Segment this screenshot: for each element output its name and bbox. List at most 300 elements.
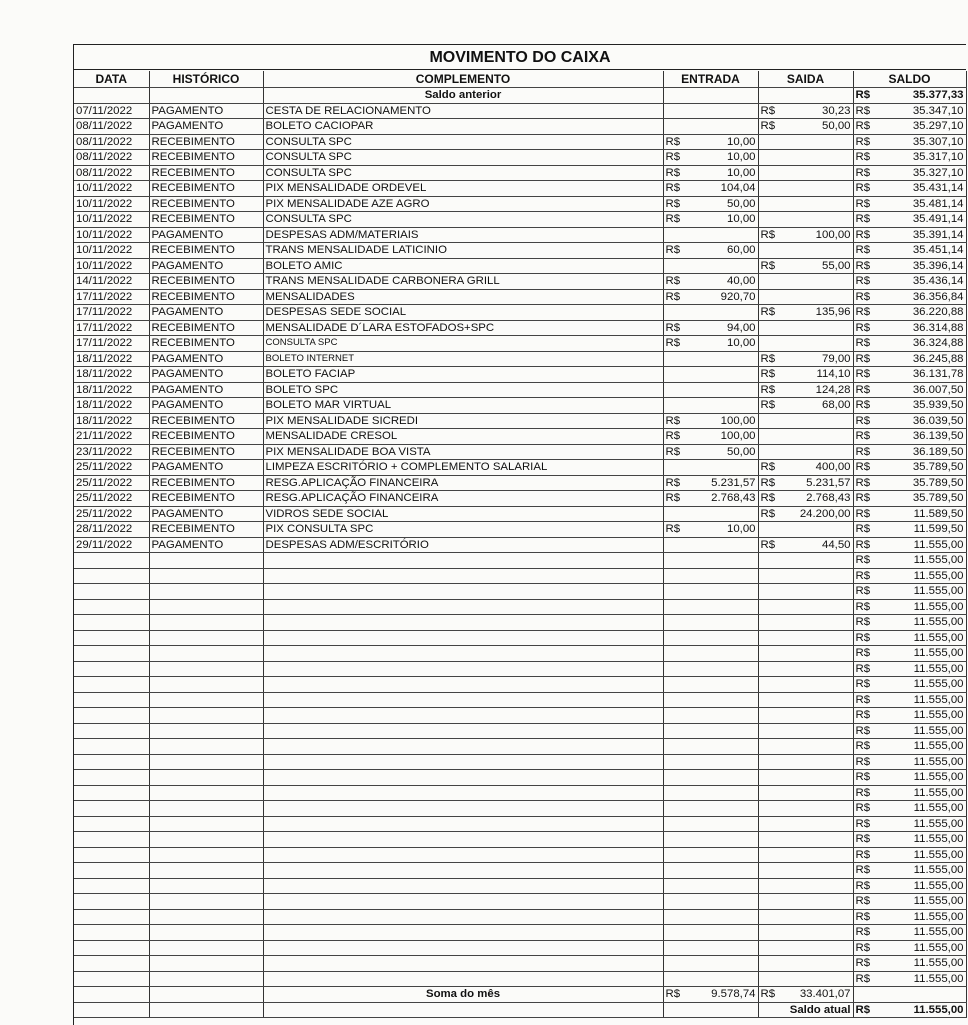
- row-saldo-value: 35.789,50: [912, 461, 964, 474]
- blank-row-saldo-value: 11.555,00: [913, 554, 964, 567]
- blank-row-saldo-value: 11.555,00: [913, 647, 964, 660]
- row-saldo-value: 36.189,50: [912, 445, 964, 458]
- row-saldo-value: 35.327,10: [912, 166, 964, 179]
- row-historico: RECEBIMENTO: [149, 150, 263, 166]
- blank-row: [74, 801, 966, 817]
- table-row: [74, 336, 966, 352]
- row-date: 17/11/2022: [74, 289, 149, 305]
- blank-row-saldo: [853, 568, 966, 584]
- blank-row: [74, 677, 966, 693]
- row-complemento: TRANS MENSALIDADE CARBONERA GRILL: [263, 274, 663, 290]
- row-historico: RECEBIMENTO: [149, 429, 263, 445]
- row-saida-value: 5.231,57: [806, 476, 851, 489]
- row-entrada: [663, 398, 758, 414]
- row-saida: [758, 274, 853, 290]
- row-saida: [758, 119, 853, 135]
- currency-symbol: R$: [855, 724, 871, 737]
- row-date: 18/11/2022: [74, 413, 149, 429]
- blank-row: [74, 615, 966, 631]
- row-date: 25/11/2022: [74, 506, 149, 522]
- currency-symbol: R$: [855, 972, 871, 985]
- row-saida: [758, 243, 853, 259]
- row-saida: [758, 103, 853, 119]
- row-complemento: BOLETO FACIAP: [263, 367, 663, 383]
- row-entrada: [663, 444, 758, 460]
- row-complemento: PIX MENSALIDADE AZE AGRO: [263, 196, 663, 212]
- table-row: [74, 398, 966, 414]
- row-historico: PAGAMENTO: [149, 258, 263, 274]
- row-historico: RECEBIMENTO: [149, 413, 263, 429]
- blank-row: [74, 940, 966, 956]
- row-date: 18/11/2022: [74, 351, 149, 367]
- row-saida-value: 135,96: [815, 306, 851, 319]
- row-saida: [758, 506, 853, 522]
- currency-symbol: R$: [855, 864, 871, 877]
- row-entrada: [663, 491, 758, 507]
- row-saida: [758, 522, 853, 538]
- blank-row-saldo-value: 11.555,00: [913, 755, 964, 768]
- table-row: [74, 227, 966, 243]
- row-saldo: [853, 336, 966, 352]
- soma-saida: 33.401,07: [799, 988, 851, 1001]
- row-saldo-value: 35.451,14: [912, 244, 964, 257]
- row-saida-value: 100,00: [815, 228, 851, 241]
- row-historico: PAGAMENTO: [149, 305, 263, 321]
- ledger-table: [74, 71, 967, 1018]
- row-entrada: [663, 165, 758, 181]
- blank-row: [74, 770, 966, 786]
- row-historico: PAGAMENTO: [149, 119, 263, 135]
- table-row: [74, 444, 966, 460]
- blank-row: [74, 863, 966, 879]
- row-entrada: [663, 274, 758, 290]
- row-entrada: [663, 243, 758, 259]
- row-date: 28/11/2022: [74, 522, 149, 538]
- row-saida: [758, 212, 853, 228]
- currency-symbol: R$: [665, 445, 681, 458]
- row-saida: [758, 413, 853, 429]
- row-date: 29/11/2022: [74, 537, 149, 553]
- row-date: 25/11/2022: [74, 460, 149, 476]
- row-saldo: [853, 475, 966, 491]
- blank-row-saldo: [853, 925, 966, 941]
- currency-symbol: R$: [760, 538, 776, 551]
- currency-symbol: R$: [855, 430, 871, 443]
- blank-row-saldo-value: 11.555,00: [913, 600, 964, 613]
- blank-row-saldo: [853, 661, 966, 677]
- row-entrada: [663, 289, 758, 305]
- row-entrada: [663, 134, 758, 150]
- row-saldo: [853, 460, 966, 476]
- row-saida: [758, 491, 853, 507]
- row-historico: RECEBIMENTO: [149, 212, 263, 228]
- row-entrada: [663, 196, 758, 212]
- row-complemento: RESG.APLICAÇÃO FINANCEIRA: [263, 491, 663, 507]
- row-date: 10/11/2022: [74, 196, 149, 212]
- row-saldo-value: 36.245,88: [912, 352, 964, 365]
- currency-symbol: R$: [855, 740, 871, 753]
- row-saida: [758, 475, 853, 491]
- row-saldo: [853, 398, 966, 414]
- saldo-atual-value: 11.555,00: [913, 1003, 964, 1016]
- row-date: 17/11/2022: [74, 320, 149, 336]
- currency-symbol: R$: [665, 321, 681, 334]
- currency-symbol: R$: [760, 383, 776, 396]
- row-entrada-value: 10,00: [726, 213, 756, 226]
- row-saldo-value: 11.589,50: [913, 507, 964, 520]
- row-saida: [758, 336, 853, 352]
- row-entrada: [663, 336, 758, 352]
- currency-symbol: R$: [855, 817, 871, 830]
- row-historico: PAGAMENTO: [149, 382, 263, 398]
- currency-symbol: R$: [855, 771, 871, 784]
- blank-row-saldo: [853, 739, 966, 755]
- row-entrada: [663, 181, 758, 197]
- blank-row: [74, 878, 966, 894]
- blank-row: [74, 925, 966, 941]
- table-row: [74, 258, 966, 274]
- row-entrada: [663, 506, 758, 522]
- row-saida: [758, 196, 853, 212]
- currency-symbol: R$: [855, 538, 871, 551]
- currency-symbol: R$: [760, 476, 776, 489]
- row-saldo-value: 36.324,88: [912, 337, 964, 350]
- row-date: 10/11/2022: [74, 258, 149, 274]
- row-saida: [758, 398, 853, 414]
- table-row: [74, 119, 966, 135]
- currency-symbol: R$: [760, 120, 776, 133]
- table-row: [74, 289, 966, 305]
- blank-row-saldo: [853, 677, 966, 693]
- currency-symbol: R$: [855, 600, 871, 613]
- row-date: 23/11/2022: [74, 444, 149, 460]
- blank-row-saldo: [853, 723, 966, 739]
- blank-row: [74, 785, 966, 801]
- row-saida: [758, 134, 853, 150]
- blank-row: [74, 646, 966, 662]
- blank-row: [74, 909, 966, 925]
- currency-symbol: R$: [855, 166, 871, 179]
- row-historico: RECEBIMENTO: [149, 336, 263, 352]
- row-date: 10/11/2022: [74, 212, 149, 228]
- row-entrada: [663, 367, 758, 383]
- row-historico: RECEBIMENTO: [149, 491, 263, 507]
- blank-row-saldo-value: 11.555,00: [913, 833, 964, 846]
- row-complemento: BOLETO CACIOPAR: [263, 119, 663, 135]
- row-historico: RECEBIMENTO: [149, 289, 263, 305]
- row-saldo-value: 35.317,10: [912, 151, 964, 164]
- blank-row-saldo-value: 11.555,00: [913, 678, 964, 691]
- row-entrada-value: 104,04: [720, 182, 756, 195]
- blank-row-saldo-value: 11.555,00: [913, 786, 964, 799]
- currency-symbol: R$: [855, 445, 871, 458]
- blank-row-saldo: [853, 847, 966, 863]
- blank-row: [74, 894, 966, 910]
- currency-symbol: R$: [855, 755, 871, 768]
- row-saldo: [853, 227, 966, 243]
- row-saida: [758, 181, 853, 197]
- blank-row-saldo: [853, 553, 966, 569]
- row-saldo: [853, 165, 966, 181]
- blank-row-saldo: [853, 692, 966, 708]
- currency-symbol: R$: [855, 709, 871, 722]
- row-saldo: [853, 305, 966, 321]
- blank-row-saldo: [853, 754, 966, 770]
- currency-symbol: R$: [665, 166, 681, 179]
- table-row: [74, 305, 966, 321]
- blank-row-saldo-value: 11.555,00: [913, 724, 964, 737]
- currency-symbol: R$: [855, 476, 871, 489]
- row-date: 18/11/2022: [74, 382, 149, 398]
- row-saida: [758, 382, 853, 398]
- row-entrada: [663, 537, 758, 553]
- row-historico: RECEBIMENTO: [149, 320, 263, 336]
- currency-symbol: R$: [855, 321, 871, 334]
- row-saldo: [853, 196, 966, 212]
- row-saida-value: 114,10: [816, 368, 851, 381]
- table-row: [74, 212, 966, 228]
- currency-symbol: R$: [855, 507, 871, 520]
- blank-row-saldo-value: 11.555,00: [913, 631, 964, 644]
- blank-row: [74, 568, 966, 584]
- currency-symbol: R$: [855, 569, 871, 582]
- row-saida-value: 55,00: [821, 259, 851, 272]
- row-saldo: [853, 382, 966, 398]
- table-row: [74, 460, 966, 476]
- blank-row-saldo-value: 11.555,00: [913, 972, 964, 985]
- currency-symbol: R$: [855, 616, 871, 629]
- row-saldo-value: 36.139,50: [912, 430, 964, 443]
- row-date: 08/11/2022: [74, 150, 149, 166]
- blank-row-saldo: [853, 940, 966, 956]
- currency-symbol: R$: [665, 151, 681, 164]
- row-entrada-value: 920,70: [720, 290, 756, 303]
- row-saldo: [853, 537, 966, 553]
- currency-symbol: R$: [855, 693, 871, 706]
- currency-symbol: R$: [855, 879, 871, 892]
- row-date: 14/11/2022: [74, 274, 149, 290]
- row-date: 10/11/2022: [74, 227, 149, 243]
- currency-symbol: R$: [855, 910, 871, 923]
- table-row: [74, 134, 966, 150]
- blank-row-saldo: [853, 584, 966, 600]
- row-entrada-value: 94,00: [726, 321, 756, 334]
- currency-symbol: R$: [760, 104, 776, 117]
- currency-symbol: R$: [665, 290, 681, 303]
- currency-symbol: R$: [855, 461, 871, 474]
- row-historico: RECEBIMENTO: [149, 274, 263, 290]
- blank-row-saldo: [853, 599, 966, 615]
- row-saldo-value: 36.007,50: [912, 383, 964, 396]
- blank-row: [74, 553, 966, 569]
- blank-row-saldo: [853, 832, 966, 848]
- table-row: [74, 475, 966, 491]
- row-saida-value: 24.200,00: [799, 507, 851, 520]
- blank-row-saldo-value: 11.555,00: [913, 817, 964, 830]
- row-complemento: VIDROS SEDE SOCIAL: [263, 506, 663, 522]
- blank-row-saldo: [853, 971, 966, 987]
- row-saldo: [853, 150, 966, 166]
- row-historico: PAGAMENTO: [149, 103, 263, 119]
- row-historico: RECEBIMENTO: [149, 196, 263, 212]
- blank-row: [74, 723, 966, 739]
- currency-symbol: R$: [665, 430, 681, 443]
- row-entrada: [663, 119, 758, 135]
- currency-symbol: R$: [665, 988, 681, 1001]
- row-saida: [758, 444, 853, 460]
- row-complemento: BOLETO SPC: [263, 382, 663, 398]
- soma-row: [74, 987, 966, 1003]
- row-complemento: MENSALIDADE D´LARA ESTOFADOS+SPC: [263, 320, 663, 336]
- currency-symbol: R$: [760, 259, 776, 272]
- blank-row: [74, 832, 966, 848]
- row-entrada-value: 10,00: [726, 135, 756, 148]
- row-saldo-value: 35.297,10: [912, 120, 964, 133]
- row-entrada: [663, 382, 758, 398]
- row-entrada: [663, 460, 758, 476]
- blank-row-saldo: [853, 894, 966, 910]
- table-row: [74, 351, 966, 367]
- row-entrada: [663, 227, 758, 243]
- row-entrada: [663, 212, 758, 228]
- row-saida: [758, 367, 853, 383]
- row-complemento: TRANS MENSALIDADE LATICINIO: [263, 243, 663, 259]
- blank-row: [74, 956, 966, 972]
- row-historico: PAGAMENTO: [149, 227, 263, 243]
- row-saldo-value: 35.939,50: [912, 399, 964, 412]
- row-saldo: [853, 413, 966, 429]
- currency-symbol: R$: [855, 585, 871, 598]
- table-row: [74, 103, 966, 119]
- blank-row-saldo-value: 11.555,00: [913, 569, 964, 582]
- row-saldo: [853, 444, 966, 460]
- blank-row-saldo: [853, 615, 966, 631]
- row-complemento: CONSULTA SPC: [263, 212, 663, 228]
- blank-row-saldo: [853, 909, 966, 925]
- row-historico: RECEBIMENTO: [149, 475, 263, 491]
- currency-symbol: R$: [665, 182, 681, 195]
- row-saldo: [853, 522, 966, 538]
- header-saida: SAIDA: [758, 71, 853, 88]
- currency-symbol: R$: [665, 275, 681, 288]
- row-saldo: [853, 351, 966, 367]
- currency-symbol: R$: [855, 895, 871, 908]
- row-complemento: BOLETO INTERNET: [263, 351, 663, 367]
- row-saida-value: 44,50: [821, 538, 851, 551]
- currency-symbol: R$: [855, 228, 871, 241]
- row-date: 08/11/2022: [74, 165, 149, 181]
- saldo-atual-label: Saldo atual: [758, 1002, 853, 1018]
- row-complemento: PIX MENSALIDADE ORDEVEL: [263, 181, 663, 197]
- currency-symbol: R$: [855, 259, 871, 272]
- currency-symbol: R$: [760, 988, 776, 1001]
- currency-symbol: R$: [665, 492, 681, 505]
- row-saldo-value: 35.307,10: [912, 135, 964, 148]
- blank-row-saldo: [853, 770, 966, 786]
- row-date: 17/11/2022: [74, 305, 149, 321]
- table-row: [74, 243, 966, 259]
- row-date: 08/11/2022: [74, 134, 149, 150]
- row-date: 18/11/2022: [74, 398, 149, 414]
- row-complemento: CONSULTA SPC: [263, 134, 663, 150]
- currency-symbol: R$: [760, 507, 776, 520]
- row-saldo: [853, 429, 966, 445]
- row-saida-value: 400,00: [815, 461, 851, 474]
- blank-row-saldo: [853, 630, 966, 646]
- header-historico: HISTÓRICO: [149, 71, 263, 88]
- soma-label: Soma do mês: [263, 987, 663, 1003]
- currency-symbol: R$: [760, 352, 776, 365]
- row-complemento: MENSALIDADES: [263, 289, 663, 305]
- saldo-anterior-row: [74, 88, 966, 104]
- row-saldo-value: 35.391,14: [912, 228, 964, 241]
- blank-row-saldo-value: 11.555,00: [913, 585, 964, 598]
- currency-symbol: R$: [855, 662, 871, 675]
- row-saldo-value: 11.555,00: [913, 538, 964, 551]
- header-row: [74, 71, 966, 88]
- row-entrada-value: 10,00: [726, 337, 756, 350]
- row-complemento: CONSULTA SPC: [263, 150, 663, 166]
- blank-row-saldo: [853, 708, 966, 724]
- blank-row: [74, 630, 966, 646]
- row-date: 07/11/2022: [74, 103, 149, 119]
- row-historico: PAGAMENTO: [149, 506, 263, 522]
- currency-symbol: R$: [855, 151, 871, 164]
- currency-symbol: R$: [855, 631, 871, 644]
- currency-symbol: R$: [665, 337, 681, 350]
- table-row: [74, 491, 966, 507]
- row-entrada: [663, 150, 758, 166]
- blank-row-saldo-value: 11.555,00: [913, 941, 964, 954]
- blank-row: [74, 816, 966, 832]
- currency-symbol: R$: [855, 399, 871, 412]
- currency-symbol: R$: [665, 523, 681, 536]
- currency-symbol: R$: [855, 833, 871, 846]
- table-row: [74, 382, 966, 398]
- blank-row-saldo-value: 11.555,00: [913, 693, 964, 706]
- row-saldo: [853, 243, 966, 259]
- row-saida: [758, 227, 853, 243]
- header-entrada: ENTRADA: [663, 71, 758, 88]
- blank-row: [74, 599, 966, 615]
- currency-symbol: R$: [855, 89, 871, 102]
- row-entrada: [663, 351, 758, 367]
- row-entrada: [663, 429, 758, 445]
- blank-row-saldo-value: 11.555,00: [913, 879, 964, 892]
- currency-symbol: R$: [855, 492, 871, 505]
- blank-row-saldo-value: 11.555,00: [913, 895, 964, 908]
- currency-symbol: R$: [855, 848, 871, 861]
- table-row: [74, 413, 966, 429]
- row-entrada: [663, 258, 758, 274]
- row-saida: [758, 537, 853, 553]
- currency-symbol: R$: [855, 383, 871, 396]
- row-historico: PAGAMENTO: [149, 398, 263, 414]
- row-saida-value: 2.768,43: [806, 492, 851, 505]
- blank-row-saldo-value: 11.555,00: [913, 848, 964, 861]
- ledger-title: MOVIMENTO DO CAIXA: [74, 45, 966, 70]
- row-saldo-value: 35.789,50: [912, 476, 964, 489]
- row-date: 21/11/2022: [74, 429, 149, 445]
- row-saida: [758, 460, 853, 476]
- row-saida: [758, 150, 853, 166]
- header-data: DATA: [74, 71, 149, 88]
- row-saida-value: 50,00: [821, 120, 851, 133]
- blank-row: [74, 584, 966, 600]
- blank-row: [74, 692, 966, 708]
- currency-symbol: R$: [855, 135, 871, 148]
- header-complemento: COMPLEMENTO: [263, 71, 663, 88]
